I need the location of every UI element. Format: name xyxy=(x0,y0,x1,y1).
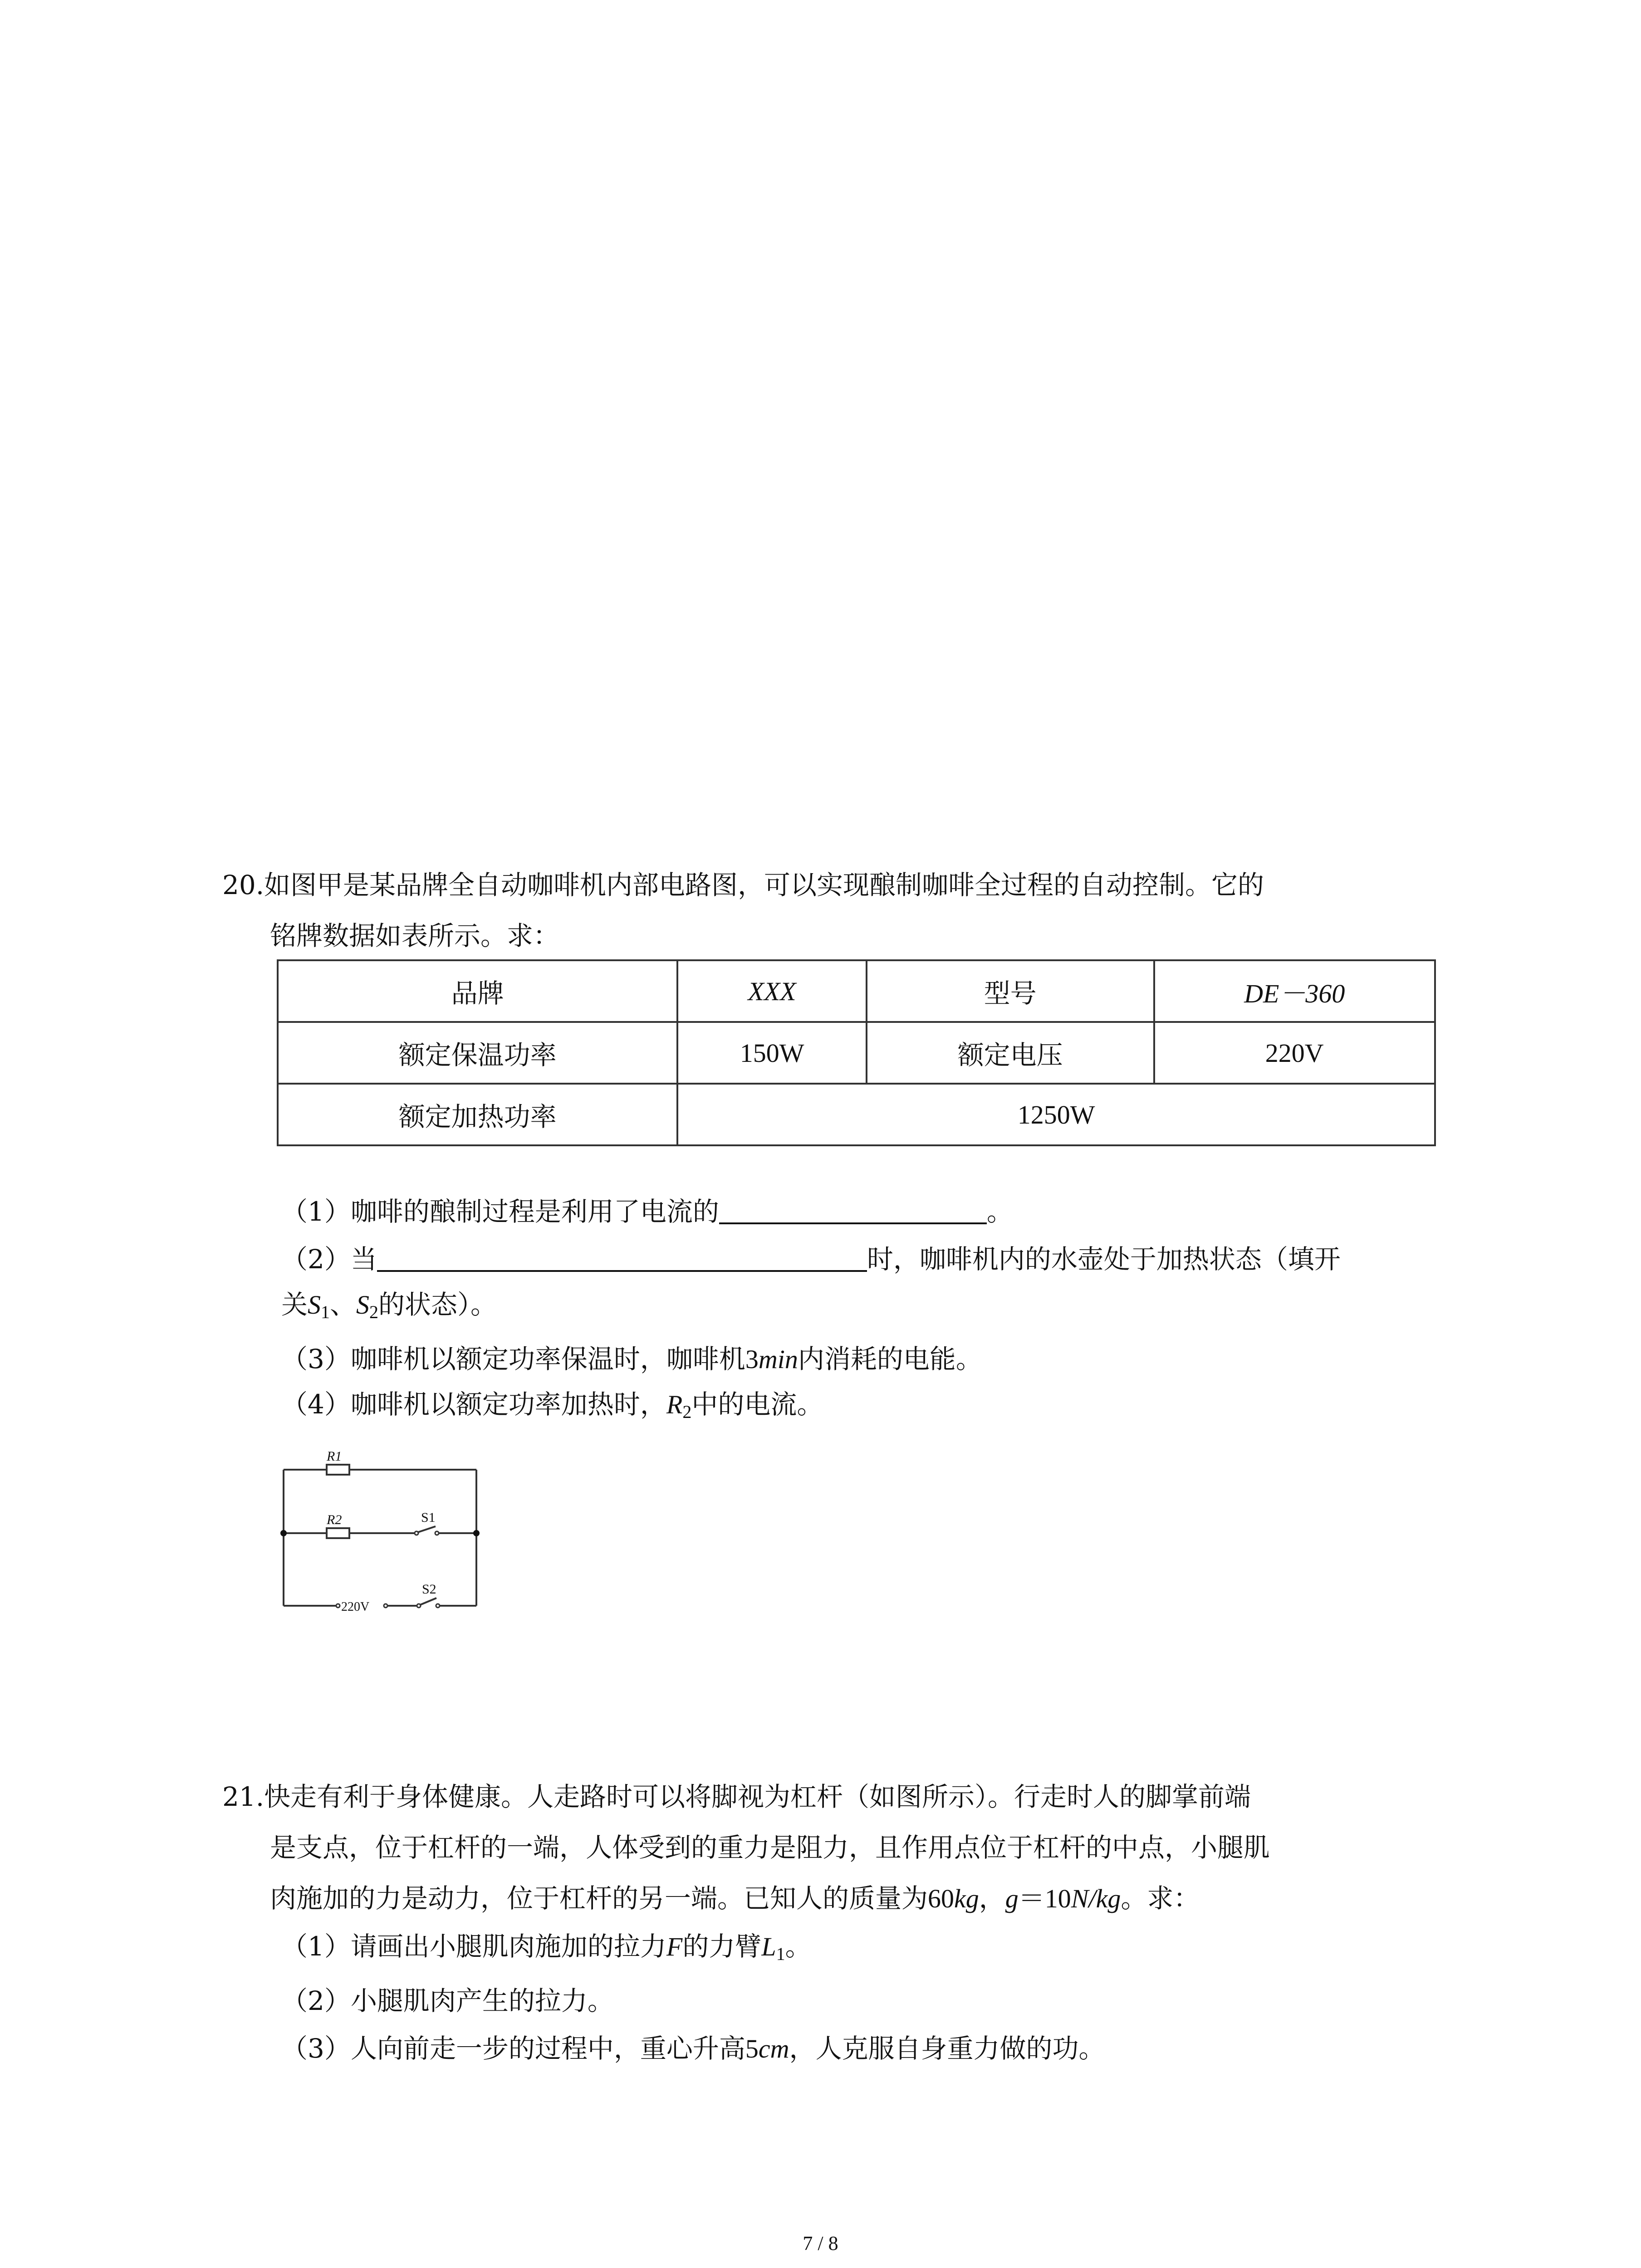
resistor-r2-sub: 2 xyxy=(682,1402,692,1422)
switch-s2: S xyxy=(356,1290,370,1320)
table-cell: 型号 xyxy=(867,960,1154,1022)
q21-number: 21. xyxy=(222,1781,265,1812)
q20-text-1: 如图甲是某品牌全自动咖啡机内部电路图，可以实现酿制咖啡全过程的自动控制。它的 xyxy=(264,870,1264,900)
q20-number: 20. xyxy=(222,870,265,900)
resistor-r2-icon xyxy=(327,1528,349,1538)
q20-text-2: 铭牌数据如表所示。求： xyxy=(270,920,560,951)
switch-s1: S xyxy=(308,1290,321,1320)
q20-part2-text-c: 关 xyxy=(281,1289,308,1320)
table-cell: 1250W xyxy=(677,1084,1435,1145)
table-cell: DE－360 xyxy=(1154,960,1435,1022)
switch-s2-icon xyxy=(420,1598,436,1605)
q21-part2 xyxy=(281,1975,614,2026)
q20-part4-text: （4）咖啡机以额定功率加热时， xyxy=(281,1389,666,1420)
question-21 xyxy=(222,1771,1434,1924)
q21-part3-num: 5 xyxy=(745,2034,759,2063)
q20-part3 xyxy=(281,1334,982,1385)
q20-part4-text-b: 中的电流。 xyxy=(691,1389,823,1420)
q21-text-3b: 。求： xyxy=(1121,1883,1200,1914)
resistor-r2: R xyxy=(666,1390,683,1419)
q20-part2 xyxy=(281,1234,1341,1285)
table-row xyxy=(278,1022,1435,1084)
q21-part1-text: （1）请画出小腿肌肉施加的拉力 xyxy=(281,1931,666,1962)
table-cell: XXX xyxy=(677,960,866,1022)
q21-mass: 60 xyxy=(928,1884,955,1913)
q20-part3-text-b: 内消耗的电能。 xyxy=(798,1344,982,1374)
label-r1: R1 xyxy=(327,1449,342,1464)
q21-arm-sub: 1 xyxy=(776,1944,785,1964)
q20-part2-text: （2）当 xyxy=(281,1244,377,1275)
q20-part1 xyxy=(281,1186,1013,1237)
q21-line2 xyxy=(222,1822,1434,1873)
q21-text-3: 肉施加的力是动力，位于杠杆的另一端。已知人的质量为 xyxy=(270,1883,928,1914)
q21-line3 xyxy=(222,1873,1434,1924)
q20-line1 xyxy=(222,860,1434,910)
q21-part2-text: （2）小腿肌肉产生的拉力。 xyxy=(281,1985,614,2016)
q21-mass-unit: kg xyxy=(954,1884,979,1913)
circuit-diagram xyxy=(277,1445,485,1617)
q21-g: g xyxy=(1005,1884,1019,1913)
page-number: 7 / 8 xyxy=(803,2232,838,2254)
table-cell: 额定电压 xyxy=(867,1022,1154,1084)
q21-arm: L xyxy=(761,1932,776,1961)
table-row xyxy=(278,1084,1435,1145)
q21-part3-unit: cm xyxy=(758,2034,789,2063)
q20-part3-unit: min xyxy=(758,1344,798,1374)
q21-part3-text: （3）人向前走一步的过程中，重心升高 xyxy=(281,2033,745,2064)
question-20 xyxy=(222,860,1434,961)
q20-line2 xyxy=(222,910,1434,961)
q21-line1 xyxy=(222,1771,1434,1822)
q20-part3-text: （3）咖啡机以额定功率保温时，咖啡机 xyxy=(281,1344,745,1374)
table-cell: 额定保温功率 xyxy=(278,1022,677,1084)
q20-part2-text-b: 时，咖啡机内的水壶处于加热状态（填开 xyxy=(867,1244,1341,1275)
label-r2: R2 xyxy=(327,1512,342,1527)
q21-text-2: 是支点，位于杠杆的一端，人体受到的重力是阻力，且作用点位于杠杆的中点，小腿肌 xyxy=(270,1832,1270,1863)
q20-part4 xyxy=(281,1379,823,1437)
resistor-r1-icon xyxy=(327,1465,349,1475)
table-cell: 品牌 xyxy=(278,960,677,1022)
q20-part1-end: 。 xyxy=(986,1196,1013,1227)
label-s2: S2 xyxy=(422,1582,436,1597)
q21-part3-text-b: ，人克服自身重力做的功。 xyxy=(789,2033,1105,2064)
table-cell: 150W xyxy=(677,1022,866,1084)
q21-part1 xyxy=(281,1921,812,1980)
label-s1: S1 xyxy=(421,1510,436,1525)
q20-part1-text: （1）咖啡的酿制过程是利用了电流的 xyxy=(281,1196,719,1227)
q21-text-1: 快走有利于身体健康。人走路时可以将脚视为杠杆（如图所示）。行走时人的脚掌前端 xyxy=(264,1781,1251,1812)
table-row xyxy=(278,960,1435,1022)
q20-sep: 、 xyxy=(330,1289,357,1320)
spec-table xyxy=(277,959,1436,1146)
q21-sep: ， xyxy=(979,1883,1005,1914)
q21-part1-end: 。 xyxy=(785,1931,812,1962)
q21-force: F xyxy=(666,1932,683,1961)
answer-blank[interactable] xyxy=(719,1191,987,1224)
q21-part1-text-b: 的力臂 xyxy=(682,1931,762,1962)
q20-part2-text-d: 的状态）。 xyxy=(378,1289,497,1320)
switch-s1-icon xyxy=(418,1526,436,1532)
q20-part3-num: 3 xyxy=(745,1344,759,1374)
table-cell: 220V xyxy=(1154,1022,1435,1084)
switch-s2-sub: 2 xyxy=(369,1302,379,1322)
switch-s1-sub: 1 xyxy=(321,1302,330,1322)
answer-blank[interactable] xyxy=(377,1238,867,1272)
table-cell: 额定加热功率 xyxy=(278,1084,677,1145)
q21-g-value: ＝10 xyxy=(1018,1884,1071,1913)
q20-part2-cont xyxy=(281,1279,497,1338)
q21-part3 xyxy=(281,2023,1105,2074)
label-voltage: 220V xyxy=(341,1600,370,1614)
q21-g-unit: N/kg xyxy=(1071,1884,1121,1913)
